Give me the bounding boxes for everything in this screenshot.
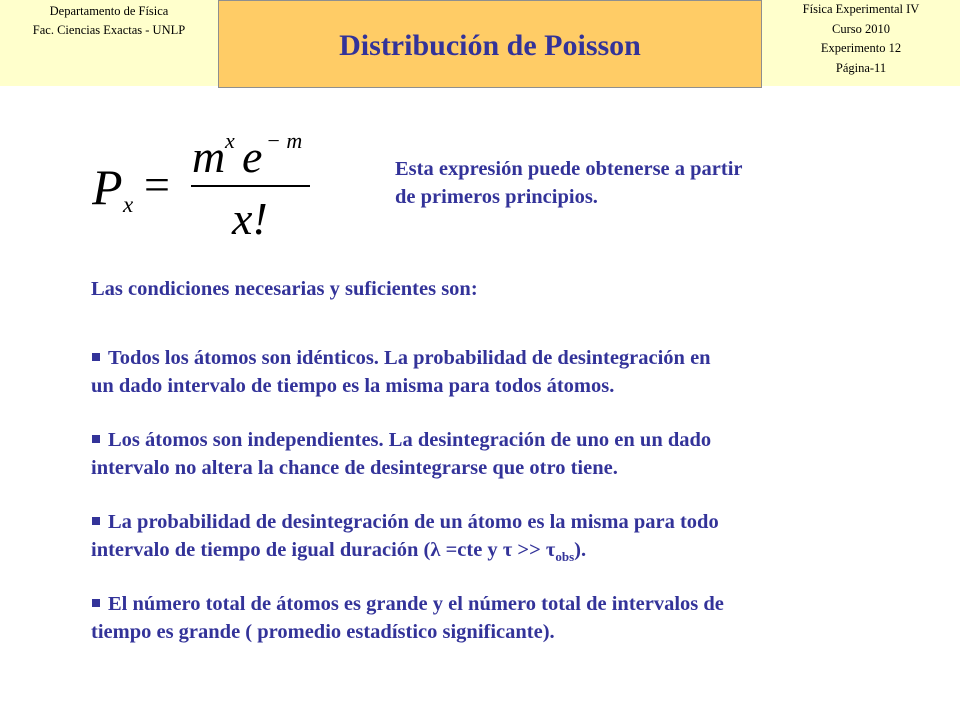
bullet-3-line-2 (91, 536, 926, 564)
header-left-box (0, 0, 218, 86)
formula-lhs-sub: x (123, 192, 134, 217)
tau-obs-symbol: τ (545, 539, 556, 561)
lambda-symbol: λ (430, 539, 441, 561)
formula-num-e-exp: − m (266, 128, 303, 153)
condition-bullet-2 (91, 426, 926, 482)
bullet-4-line-2: tiempo es grande ( promedio estadístico significante). (91, 621, 555, 643)
formula-lhs-p: P (92, 159, 123, 215)
bullet-1-line-2: un dado intervalo de tiempo es la misma para todos átomos. (91, 375, 615, 397)
bullet-3-line-1: La probabilidad de desintegración de un átomo es la misma para todo (108, 511, 719, 533)
condition-bullet-4 (91, 590, 926, 646)
faculty-label: Fac. Ciencias Exactas - UNLP (32, 23, 186, 37)
tau-symbol: τ (502, 539, 513, 561)
bullet-4-line-1: El número total de átomos es grande y el número total de intervalos de (108, 593, 724, 615)
bullet-square-icon (92, 353, 100, 361)
year-label: Curso 2010 (832, 21, 890, 36)
experiment-label: Experimento 12 (820, 41, 902, 55)
bullet-square-icon (92, 435, 100, 443)
course-label: Física Experimental IV (802, 2, 920, 16)
bullet-3-line-2-mid2: >> (512, 539, 546, 561)
page-title (218, 0, 762, 88)
page-label: Página-11 (835, 60, 887, 75)
bullet-square-icon (92, 599, 100, 607)
bullet-2-line-1: Los átomos son independientes. La desintegración de uno en un dado (108, 429, 712, 451)
intro-line-2: de primeros principios. (395, 186, 598, 208)
conditions-heading: Las condiciones necesarias y suficientes son: (91, 278, 478, 300)
condition-bullet-1 (91, 344, 926, 400)
formula-num-m: m (192, 131, 226, 182)
poisson-formula (92, 128, 322, 240)
formula-equals: = (144, 159, 170, 210)
bullet-square-icon (92, 517, 100, 525)
obs-subscript: obs (555, 549, 575, 565)
bullet-2-line-2: intervalo no altera la chance de desintegrarse que otro tiene. (91, 457, 618, 479)
bullet-1-line-1: Todos los átomos son idénticos. La probabilidad de desintegración en (108, 347, 711, 369)
intro-line-1: Esta expresión puede obtenerse a partir (395, 158, 743, 180)
formula-denominator: x! (232, 193, 268, 240)
formula-num-e: e (242, 131, 263, 182)
bullet-3-line-2-mid1: =cte y (440, 539, 503, 561)
department-label: Departamento de Física (49, 4, 169, 18)
bullet-3-line-2-post: ). (574, 539, 587, 561)
header-right-box (762, 0, 960, 86)
formula-num-m-exp: x (225, 128, 235, 153)
condition-bullet-3 (91, 508, 926, 564)
title-text: Distribución de Poisson (339, 29, 641, 62)
intro-text (395, 155, 865, 211)
bullet-3-line-2-pre: intervalo de tiempo de igual duración ( (91, 539, 431, 561)
